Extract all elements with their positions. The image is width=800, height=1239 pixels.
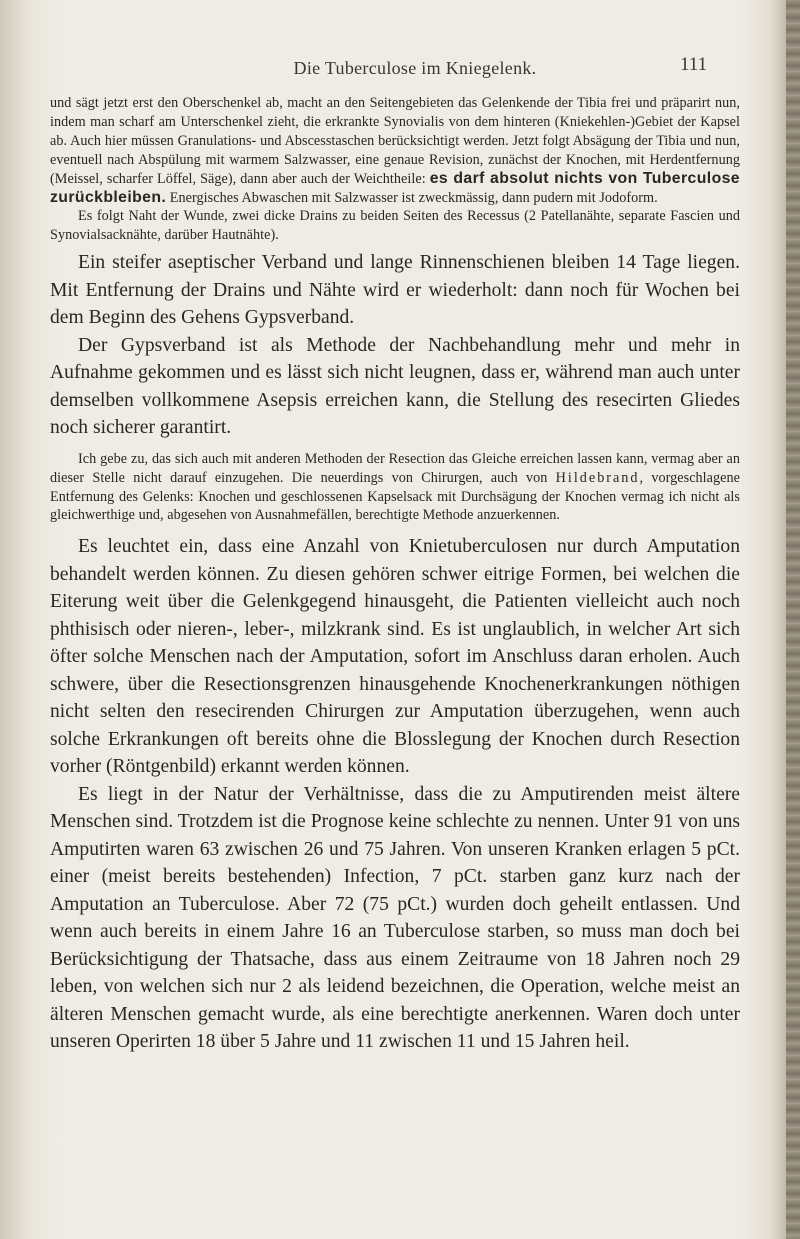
running-title: Die Tuberculose im Kniegelenk. bbox=[293, 58, 537, 78]
page-body bbox=[50, 94, 740, 1056]
paragraph-wound-closure: Es folgt Naht der Wunde, zwei dicke Drains zu beiden Seiten des Recessus (2 Patellanähte, separate Fascien und Synovialsacknähte, darüber Hautnähte). bbox=[50, 208, 740, 244]
book-spine-edge bbox=[786, 0, 800, 1239]
paragraph-amputation: Es leuchtet ein, dass eine Anzahl von Knietuberculosen nur durch Amputation behandelt werden können. Zu diesen gehören schwer eitrige Formen, bei welchen die Eiterung weit über die Gelenkgegend hinausgeht, die Patienten vielleicht auch noch phthisisch oder nieren-, leber-, milzkrank sind. Es ist unglaublich, in welcher Art sich öfter solche Menschen nach der Amputation, sofort im Anschluss daran erholen. Auch schwere, über die Resectionsgrenzen hinausgehende Knochenerkrankungen nöthigen nicht selten den resecirenden Chirurgen zur Amputation überzugehen, wenn auch solche Erkrankungen oft bereits ohne die Blosslegung der Knochen durch Resection vorher (Röntgenbild) erkannt werden können. bbox=[50, 536, 740, 778]
paragraph-bandage: Ein steifer aseptischer Verband und lange Rinnenschienen bleiben 14 Tage liegen. Mit Entfernung der Drains und Nähte wird er wiederholt: dann noch für Wochen bei dem Beginn des Gehens Gypsverband. bbox=[50, 252, 740, 329]
paragraph-text: Energisches Abwaschen mit Salzwasser ist zweckmässig, dann pudern mit Jodoform. bbox=[166, 189, 658, 206]
paragraph-plaster-cast: Der Gypsverband ist als Methode der Nachbehandlung mehr und mehr in Aufnahme gekommen und es lässt sich nicht leugnen, dass er, während man auch unter demselben vollkommene Asepsis erreichen kann, die Stellung des resecirten Gliedes noch sicherer garantirt. bbox=[50, 334, 740, 439]
author-name: Hildebrand bbox=[555, 469, 640, 486]
paragraph-resection-procedure bbox=[50, 94, 740, 207]
paragraph-text: Ich gebe zu, das sich auch mit anderen Methoden der Resection das Gleiche erreichen lassen kann, vermag aber an dieser Stelle nicht darauf einzugehen. Die neuerdings von Chirurgen, auch von bbox=[50, 450, 740, 486]
paragraph-text: , vorgeschlagene Entfernung des Gelenks: Knochen und geschlossenen Kapselsack mit Durchsägung der Knochen vermag ich nicht als gleichwerthige und, abgesehen von Ausnahmefällen, berechtigte Methode anzuerkennen. bbox=[50, 469, 741, 524]
paragraph-text: und sägt jetzt erst den Oberschenkel ab, macht an den Seitengebieten das Gelenkende der Tibia frei und präparirt nun, indem man scharf am Unterschenkel zieht, die erkrankte Synovialis von dem hinteren (Kniekehlen-)Gebiet der Kapsel ab. Auch hier müssen Granulations- und Abscesstaschen berücksichtigt werden. Jetzt folgt Absägung der Tibia und nun, eventuell nach Abspülung mit warmem Salzwasser, eine genaue Revision, zunächst der Knochen, mit Herdentfernung (Meissel, scharfer Löffel, Säge), dann aber auch der Weichtheile: bbox=[50, 95, 740, 187]
paragraph-prognosis: Es liegt in der Natur der Verhältnisse, dass die zu Amputirenden meist ältere Menschen sind. Trotzdem ist die Prognose keine schlechte zu nennen. Unter 91 von uns Amputirten waren 63 zwischen 26 und 75 Jahren. Von unseren Kranken erlagen 5 pCt. einer (meist bereits bestehenden) Infection, 7 pCt. starben ganz kurz nach der Amputation an Tuberculose. Aber 72 (75 pCt.) wurden doch geheilt entlassen. Und wenn auch bereits in einem Jahre 16 an Tuberculose starben, so muss man doch bei Berücksichtigung der Thatsache, dass aus einem Zeitraume von 18 Jahren noch 29 leben, von welchen sich nur 2 als leidend bezeichnen, die Operation, welche meist an älteren Menschen gemacht wurde, als eine berechtigte anerkennen. Waren doch unter unseren Operirten 18 über 5 Jahre und 11 zwischen 11 und 15 Jahren heil. bbox=[50, 783, 740, 1053]
paragraph-alternative-methods bbox=[50, 450, 740, 526]
page-number: 111 bbox=[680, 54, 708, 75]
emphasis-text: es darf absolut nichts von Tuberculose zurückbleiben. bbox=[50, 169, 740, 206]
page-header bbox=[0, 54, 800, 86]
